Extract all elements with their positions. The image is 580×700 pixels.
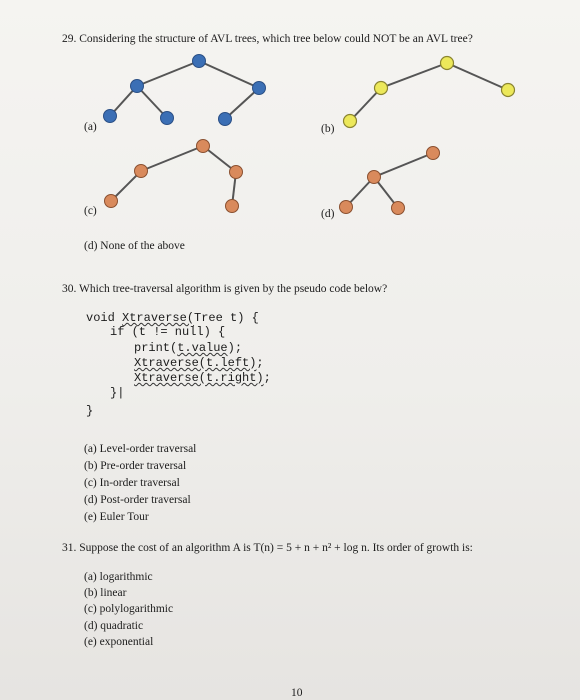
tree-node (193, 55, 206, 68)
tree-node (230, 166, 243, 179)
code-function-name: Xtraverse( (122, 311, 195, 325)
code-line-4 (134, 356, 264, 370)
code-recurse-right: Xtraverse(t.right) (134, 371, 264, 385)
tree-node (502, 84, 515, 97)
tree-node (161, 112, 174, 125)
q31-option-b: (b) linear (84, 587, 127, 599)
tree-node (340, 201, 353, 214)
q31-option-d: (d) quadratic (84, 620, 144, 632)
q30-option-e: (e) Euler Tour (84, 511, 149, 523)
code-line-6: }| (110, 386, 125, 400)
q29-option-d: (d) None of the above (84, 240, 185, 252)
code-keyword: void (86, 311, 123, 325)
tree-label-a: (a) (84, 121, 97, 133)
q31-option-a: (a) logarithmic (84, 571, 153, 583)
tree-node (441, 57, 454, 70)
code-params: Tree t) { (194, 311, 259, 325)
tree-node (135, 165, 148, 178)
tree-node (427, 147, 440, 160)
code-print: print( (134, 341, 178, 355)
tree-node (375, 82, 388, 95)
code-line-5 (134, 371, 271, 385)
tree-a (104, 55, 266, 126)
tree-node (344, 115, 357, 128)
code-close: ); (227, 341, 243, 355)
tree-node (368, 171, 381, 184)
tree-label-b: (b) (321, 123, 335, 135)
tree-node (226, 200, 239, 213)
code-value: t.value (177, 341, 228, 355)
code-line-3 (134, 341, 242, 355)
q31-option-e: (e) exponential (84, 636, 154, 648)
q30-option-c: (c) In-order traversal (84, 477, 180, 489)
code-line-1 (86, 311, 259, 325)
code-recurse-left: Xtraverse(t.left) (134, 356, 257, 370)
question-31: 31. Suppose the cost of an algorithm A is T(n) = 5 + n + n² + log n. Its order of growth is: (62, 542, 473, 554)
tree-label-d: (d) (321, 208, 335, 220)
tree-label-c: (c) (84, 205, 97, 217)
page-number: 10 (291, 687, 303, 699)
code-semicolon: ; (263, 371, 271, 385)
code-line-7: } (86, 404, 94, 418)
q30-option-d: (d) Post-order traversal (84, 494, 191, 506)
tree-node (197, 140, 210, 153)
tree-node (392, 202, 405, 215)
tree-node (253, 82, 266, 95)
question-29: 29. Considering the structure of AVL trees, which tree below could NOT be an AVL tree? (62, 33, 473, 45)
tree-node (104, 110, 117, 123)
tree-c (105, 140, 243, 213)
code-line-2: if (t != null) { (110, 325, 226, 339)
tree-b (344, 57, 515, 128)
tree-node (131, 80, 144, 93)
tree-node (105, 195, 118, 208)
q31-option-c: (c) polylogarithmic (84, 603, 174, 615)
question-30: 30. Which tree-traversal algorithm is given by the pseudo code below? (62, 283, 388, 295)
q30-option-a: (a) Level-order traversal (84, 443, 197, 455)
code-semicolon: ; (256, 356, 264, 370)
q30-option-b: (b) Pre-order traversal (84, 460, 187, 472)
tree-node (219, 113, 232, 126)
